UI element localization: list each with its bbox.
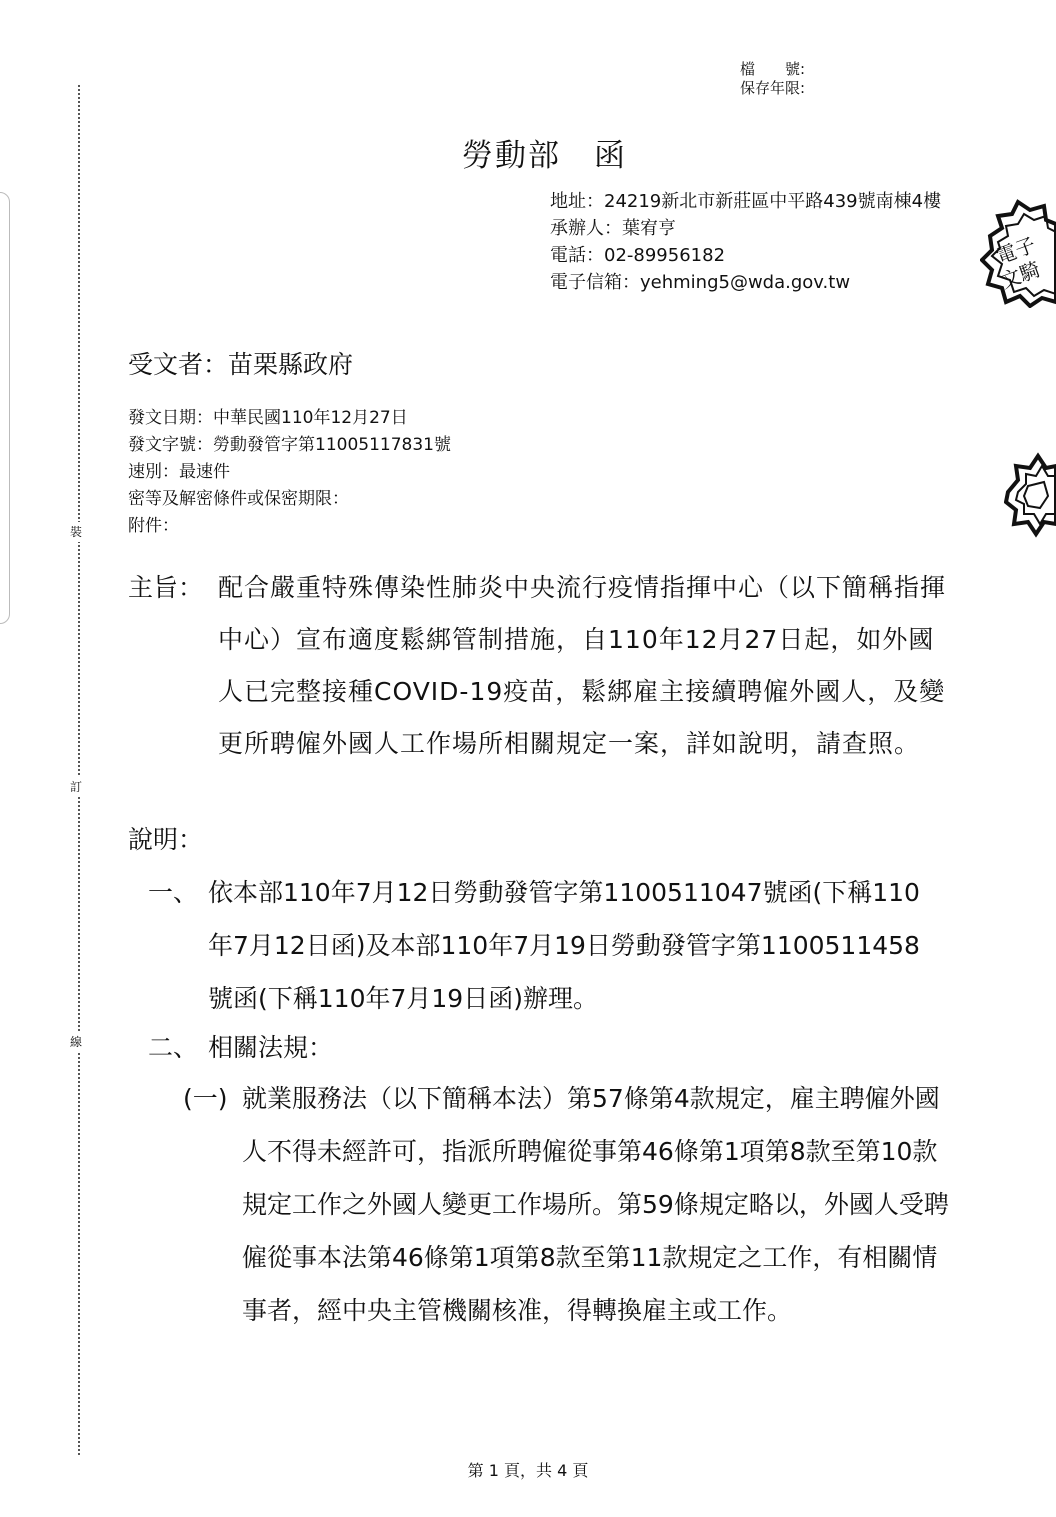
secrecy-level: 密等及解密條件或保密期限：: [128, 489, 349, 509]
document-meta: [128, 405, 451, 540]
archive-info: [740, 60, 805, 98]
e-exchange-stamp-icon: [980, 198, 1056, 308]
explanation-item-1-text: 依本部110年7月12日勞動發管字第1100511047號函(下稱110年7月12日函)及本部110年7月19日勞動發管字第1100511458號函(下稱110年7月19日函)辦理。: [208, 878, 920, 1013]
explanation-subitem-1-text: 就業服務法（以下簡稱本法）第57條第4款規定，雇主聘僱外國人不得未經許可，指派所聘僱從事第46條第1項第8款至第10款規定工作之外國人變更工作場所。第59條規定略以，外國人受聘僱從事本法第46條第1項第8款至第11款規定之工作，有相關情事者，經中央主管機關核准，得轉換雇主或工作。: [242, 1084, 949, 1325]
sender-officer: 承辦人：葉宥亨: [550, 218, 676, 239]
side-panel-tab[interactable]: [0, 192, 10, 624]
file-number-label: 檔 號:: [740, 60, 806, 78]
sender-address: 地址：24219新北市新莊區中平路439號南棟4樓: [550, 191, 942, 212]
svg-text:文騎: 文騎: [997, 256, 1044, 294]
subject-label: 主旨：: [128, 573, 204, 602]
issue-date: 發文日期：中華民國110年12月27日: [128, 408, 408, 428]
recipient: 受文者：苗栗縣政府: [128, 350, 354, 379]
explanation-subitem-1-number: (一): [183, 1084, 228, 1113]
attachment: 附件：: [128, 516, 179, 536]
explanation-item-2-number: 二、: [148, 1033, 199, 1062]
speed-class: 速別：最速件: [128, 462, 230, 482]
binding-label-bottom: 線: [70, 1032, 82, 1052]
sender-email: 電子信箱：yehming5@wda.gov.tw: [550, 272, 851, 293]
document-title: 勞動部 函: [462, 138, 627, 174]
seal-stamp-icon: [1004, 452, 1056, 538]
explanation-item-2-text: 相關法規：: [208, 1033, 334, 1062]
explanation-label: 說明：: [128, 825, 204, 854]
document-number: 發文字號：勞動發管字第11005117831號: [128, 435, 451, 455]
sender-info: [550, 188, 945, 296]
subject-text: 配合嚴重特殊傳染性肺炎中央流行疫情指揮中心（以下簡稱指揮中心）宣布適度鬆綁管制措施，自110年12月27日起，如外國人已完整接種COVID-19疫苗，鬆綁雇主接續聘僱外國人，及變更所聘僱外國人工作場所相關規定一案，詳如說明，請查照。: [218, 573, 947, 758]
page-footer: 第 1 頁，共 4 頁: [467, 1461, 589, 1480]
binding-label-middle: 訂: [70, 777, 82, 797]
binding-dotted-line: [78, 85, 80, 1455]
binding-label-top: 裝: [70, 522, 82, 542]
sender-phone: 電話：02-89956182: [550, 245, 726, 266]
retention-period-label: 保存年限:: [740, 79, 806, 97]
svg-text:電子: 電子: [992, 232, 1039, 269]
explanation-item-1-number: 一、: [148, 878, 199, 907]
